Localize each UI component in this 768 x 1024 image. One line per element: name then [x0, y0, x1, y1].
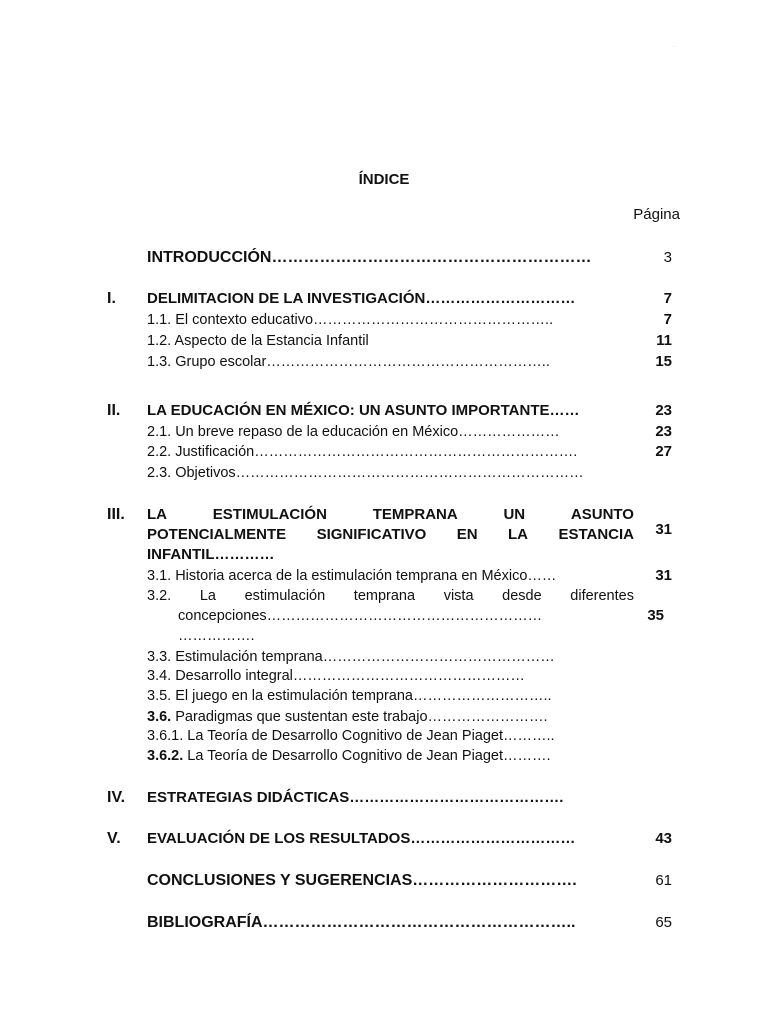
toc-entry-label: 3.1. Historia acerca de la estimulación temprana en México……	[147, 568, 557, 584]
corner-mark: ·	[673, 44, 675, 50]
toc-entry-page: 7	[663, 290, 672, 307]
page-title: ÍNDICE	[358, 171, 410, 188]
toc-entry-page: 31	[655, 521, 672, 538]
section-number: I.	[107, 290, 116, 307]
entry-3-2-line-2: concepciones…………………………………………………	[178, 608, 543, 624]
toc-entry-label: ESTRATEGIAS DIDÁCTICAS…………………………………….	[147, 789, 564, 806]
toc-entry-label: 3.6.1. La Teoría de Desarrollo Cognitivo de Jean Piaget………..	[147, 728, 555, 744]
section-3-title-line-1	[147, 505, 634, 525]
entry-word: estimulación	[244, 588, 326, 604]
toc-entry-page: 61	[655, 872, 672, 889]
entry-word: diferentes	[570, 588, 634, 604]
title-word: ASUNTO	[570, 506, 634, 523]
toc-entry-label: BIBLIOGRAFÍA…………………………………………………..	[147, 914, 576, 931]
toc-entry-label: 3.3. Estimulación temprana…………………………………………	[147, 649, 555, 665]
section-number: III.	[107, 506, 125, 523]
section-number: V.	[107, 830, 121, 847]
toc-entry-label: CONCLUSIONES Y SUGERENCIAS………………………….	[147, 872, 577, 889]
title-word: POTENCIALMENTE	[147, 526, 287, 543]
page-column-header: Página	[633, 206, 680, 223]
toc-entry-page: 15	[655, 353, 672, 370]
toc-entry-label-wrap	[147, 746, 551, 766]
toc-entry-page: 3	[663, 249, 672, 266]
title-word: TEMPRANA	[372, 506, 458, 523]
entry-number: 3.6.2.	[147, 748, 184, 764]
entry-text: La Teoría de Desarrollo Cognitivo de Jean Piaget……….	[183, 748, 551, 764]
entry-word: desde	[502, 588, 542, 604]
toc-entry-label: 2.3. Objetivos………………………………………………………………	[147, 465, 584, 481]
title-word: EN	[456, 526, 478, 543]
toc-entry-page: 27	[655, 443, 672, 460]
title-word: LA	[508, 526, 529, 543]
entry-number: 3.6.	[147, 709, 172, 725]
toc-entry-page: 43	[655, 830, 672, 847]
entry-3-2-line-3: …………….	[178, 628, 255, 644]
section-number: II.	[107, 402, 121, 419]
toc-entry-page: 35	[647, 607, 664, 624]
toc-entry-label-wrap	[147, 707, 548, 727]
toc-entry-page: 11	[656, 332, 672, 349]
toc-entry-label: EVALUACIÓN DE LOS RESULTADOS……………………………	[147, 830, 576, 847]
toc-entry-page: 65	[655, 914, 672, 931]
toc-entry-label: 2.2. Justificación………………………………………………………….	[147, 444, 578, 460]
toc-entry-label: 3.4. Desarrollo integral…………………………………………	[147, 668, 525, 684]
toc-entry-label: 1.1. El contexto educativo…………………………………………..	[147, 312, 554, 328]
toc-entry-page: 7	[663, 311, 672, 328]
toc-entry-page: 31	[655, 567, 672, 584]
title-word: LA	[147, 506, 167, 523]
entry-word: temprana	[353, 588, 416, 604]
section-number: IV.	[107, 789, 126, 806]
toc-entry-page: 23	[655, 402, 672, 419]
title-word: UN	[503, 506, 526, 523]
entry-3-2-line-1	[147, 586, 634, 606]
toc-entry-label: 1.3. Grupo escolar…………………………………………………..	[147, 354, 550, 370]
toc-entry-label: 2.1. Un breve repaso de la educación en México…………………	[147, 424, 560, 440]
title-word: SIGNIFICATIVO	[316, 526, 427, 543]
toc-entry-label: LA EDUCACIÓN EN MÉXICO: UN ASUNTO IMPORTANTE……	[147, 402, 580, 419]
toc-entry-label: 3.5. El juego en la estimulación temprana………………………..	[147, 688, 552, 704]
entry-word: vista	[443, 588, 474, 604]
entry-word: La	[199, 588, 216, 604]
entry-text: Paradigmas que sustentan este trabajo…………………….	[171, 709, 548, 725]
toc-entry-page: 23	[655, 423, 672, 440]
toc-entry-label: INTRODUCCIÓN……………………………………………………	[147, 249, 592, 266]
entry-word: 3.2.	[147, 588, 172, 604]
toc-entry-label: 1.2. Aspecto de la Estancia Infantil	[147, 333, 369, 349]
title-word: ESTIMULACIÓN	[212, 506, 327, 523]
toc-entry-label: DELIMITACION DE LA INVESTIGACIÓN…………………………	[147, 290, 576, 307]
title-word: ESTANCIA	[558, 526, 634, 543]
section-3-title-line-2	[147, 525, 634, 545]
section-3-title-line-3: INFANTIL…………	[147, 546, 275, 563]
